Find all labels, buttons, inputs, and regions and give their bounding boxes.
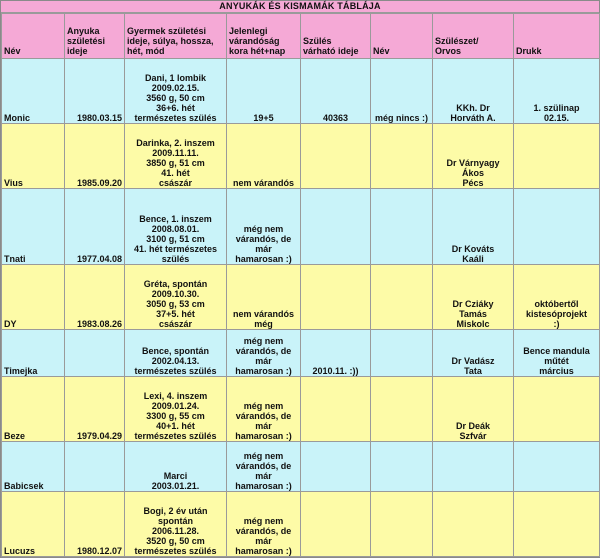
cell-name[interactable]: Lucuzs <box>2 492 65 557</box>
cell-child[interactable]: Darinka, 2. inszem 2009.11.11. 3850 g, 51 cm 41. hét császár <box>125 124 227 189</box>
header-due-date[interactable]: Szülés várható ideje <box>301 14 371 59</box>
cell-mother-birth[interactable]: 1983.08.26 <box>65 265 125 330</box>
cell-mother-birth[interactable]: 1980.12.07 <box>65 492 125 557</box>
cell-doctor[interactable]: Dr Vadász Tata <box>433 330 514 377</box>
cell-pregnancy[interactable]: még nem várandós, de már hamarosan :) <box>227 442 301 492</box>
cell-child[interactable]: Marci 2003.01.21. <box>125 442 227 492</box>
cell-mother-birth[interactable]: 1980.03.15 <box>65 59 125 124</box>
cell-pregnancy[interactable]: 19+5 <box>227 59 301 124</box>
cell-due[interactable] <box>301 442 371 492</box>
cell-child[interactable]: Gréta, spontán 2009.10.30. 3050 g, 53 cm 37+5. hét császár <box>125 265 227 330</box>
cell-cheer[interactable]: októbertől kistesóprojekt :) <box>514 265 600 330</box>
cell-doctor[interactable] <box>433 492 514 557</box>
header-mother-birth[interactable]: Anyuka születési ideje <box>65 14 125 59</box>
cell-pregnancy[interactable]: még nem várandós, de már hamarosan :) <box>227 377 301 442</box>
cell-pregnancy[interactable]: még nem várandós, de már hamarosan :) <box>227 330 301 377</box>
cell-child[interactable]: Bence, spontán 2002.04.13. természetes szülés <box>125 330 227 377</box>
table-row <box>2 265 600 330</box>
table-row <box>2 492 600 557</box>
cell-name[interactable]: DY <box>2 265 65 330</box>
cell-pregnancy[interactable]: még nem várandós, de már hamarosan :) <box>227 189 301 265</box>
cell-cheer[interactable] <box>514 442 600 492</box>
cell-name[interactable]: Vius <box>2 124 65 189</box>
cell-mother-birth[interactable]: 1977.04.08 <box>65 189 125 265</box>
cell-child[interactable]: Bogi, 2 év után spontán 2006.11.28. 3520 g, 50 cm természetes szülés <box>125 492 227 557</box>
cell-baby-name[interactable] <box>371 265 433 330</box>
cell-name[interactable]: Tnati <box>2 189 65 265</box>
cell-child[interactable]: Bence, 1. inszem 2008.08.01. 3100 g, 51 cm 41. hét természetes szülés <box>125 189 227 265</box>
header-child-details[interactable]: Gyermek születési ideje, súlya, hossza, hét, mód <box>125 14 227 59</box>
cell-pregnancy[interactable]: nem várandós még <box>227 265 301 330</box>
cell-cheer[interactable]: 1. szülinap 02.15. <box>514 59 600 124</box>
table-row <box>2 59 600 124</box>
cell-due[interactable] <box>301 124 371 189</box>
header-row <box>2 14 600 59</box>
mothers-table <box>1 13 600 557</box>
cell-baby-name[interactable] <box>371 330 433 377</box>
cell-doctor[interactable]: Dr Kováts Kaáli <box>433 189 514 265</box>
cell-doctor[interactable]: KKh. Dr Horváth A. <box>433 59 514 124</box>
table-row <box>2 330 600 377</box>
cell-child[interactable]: Lexi, 4. inszem 2009.01.24. 3300 g, 55 cm 40+1. hét természetes szülés <box>125 377 227 442</box>
header-doctor[interactable]: Szülészet/ Orvos <box>433 14 514 59</box>
cell-baby-name[interactable] <box>371 189 433 265</box>
cell-doctor[interactable]: Dr Cziáky Tamás Miskolc <box>433 265 514 330</box>
cell-baby-name[interactable]: még nincs :) <box>371 59 433 124</box>
cell-name[interactable]: Timejka <box>2 330 65 377</box>
header-pregnancy[interactable]: Jelenlegi várandóság kora hét+nap <box>227 14 301 59</box>
cell-due[interactable] <box>301 189 371 265</box>
cell-due[interactable] <box>301 377 371 442</box>
cell-cheer[interactable] <box>514 189 600 265</box>
cell-mother-birth[interactable] <box>65 330 125 377</box>
cell-mother-birth[interactable] <box>65 442 125 492</box>
cell-baby-name[interactable] <box>371 492 433 557</box>
header-cheer[interactable]: Drukk <box>514 14 600 59</box>
cell-pregnancy[interactable]: nem várandós <box>227 124 301 189</box>
cell-child[interactable]: Dani, 1 lombik 2009.02.15. 3560 g, 50 cm 36+6. hét természetes szülés <box>125 59 227 124</box>
cell-name[interactable]: Beze <box>2 377 65 442</box>
cell-due[interactable] <box>301 492 371 557</box>
cell-mother-birth[interactable]: 1979.04.29 <box>65 377 125 442</box>
header-baby-name[interactable]: Név <box>371 14 433 59</box>
cell-doctor[interactable]: Dr Várnyagy Ákos Pécs <box>433 124 514 189</box>
cell-cheer[interactable] <box>514 492 600 557</box>
cell-pregnancy[interactable]: még nem várandós, de már hamarosan :) <box>227 492 301 557</box>
table-row <box>2 377 600 442</box>
cell-cheer[interactable]: Bence mandula műtét március <box>514 330 600 377</box>
cell-cheer[interactable] <box>514 377 600 442</box>
cell-due[interactable]: 40363 <box>301 59 371 124</box>
cell-baby-name[interactable] <box>371 442 433 492</box>
cell-cheer[interactable] <box>514 124 600 189</box>
cell-name[interactable]: Monic <box>2 59 65 124</box>
cell-name[interactable]: Babicsek <box>2 442 65 492</box>
cell-doctor[interactable] <box>433 442 514 492</box>
cell-baby-name[interactable] <box>371 377 433 442</box>
cell-doctor[interactable]: Dr Deák Szfvár <box>433 377 514 442</box>
table-title: ANYUKÁK ÉS KISMAMÁK TÁBLÁJA <box>1 1 599 13</box>
table-row <box>2 442 600 492</box>
cell-due[interactable]: 2010.11. :)) <box>301 330 371 377</box>
table-row <box>2 189 600 265</box>
cell-mother-birth[interactable]: 1985.09.20 <box>65 124 125 189</box>
header-name[interactable]: Név <box>2 14 65 59</box>
cell-baby-name[interactable] <box>371 124 433 189</box>
cell-due[interactable] <box>301 265 371 330</box>
table-row <box>2 124 600 189</box>
